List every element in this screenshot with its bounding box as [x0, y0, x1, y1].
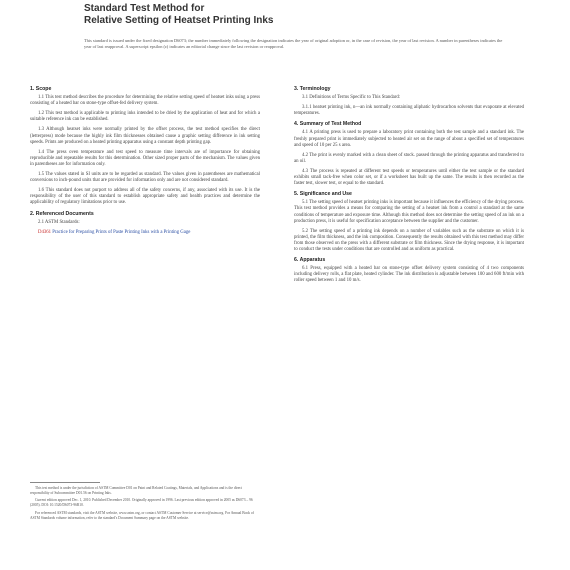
left-column: [30, 82, 260, 240]
paragraph-4-2: 4.2 The print is evenly marked with a clean sheet of stock. passed through the printing apparatus and transferred to an oil.: [294, 152, 524, 164]
footnote-2: Current edition approved Dec. 1, 2010. Published December 2010. Originally approved in 1996. Last previous edition approved in 2005 as D6073 – 96 (2005). DOI: 10.1520/D6073-96R10.: [30, 498, 253, 508]
paragraph-1-5: 1.5 The values stated in SI units are to be regarded as standard. The values given in parentheses are mathematical conversions to inch-pound units that are provided for information only and are not considered standard.: [30, 172, 260, 184]
paragraph-5-1: 5.1 The setting speed of heatset printing inks is important because it influences the efficiency of the drying process. This test method provides a means for comparing the setting of a heatset ink from a control a standard at the same conditions of temperature and exposure time. Although this method does not determine the setting speed of an ink on a production press, it is useful for specification acceptance between the supplier and the customer.: [294, 200, 524, 224]
title-line-1: Standard Test Method for: [84, 3, 205, 14]
section-heading-scope: 1. Scope: [30, 86, 52, 92]
paragraph-3-1-1: 3.1.1 heatset printing ink, n—an ink normally containing aliphatic hydrocarbon solvents that evaporate at elevated temperatures.: [294, 105, 524, 117]
section-heading-apparatus: 6. Apparatus: [294, 257, 326, 264]
paragraph-2-1: 2.1 ASTM Standards:: [38, 219, 80, 225]
right-column: [294, 82, 524, 288]
footnote-divider: [30, 482, 100, 483]
paragraph-4-1: 4.1 A printing press is used to prepare a laboratory print containing both the test sample and a standard ink. The freshly prepared print is immediately subjected to heated air set on the range of about a specified set of temperatures and speed of 10 per 25 s area.: [294, 130, 524, 148]
paragraph-1-6: 1.6 This standard does not purport to address all of the safety concerns, if any, associated with its use. It is the responsibility of the user of this standard to establish appropriate safety and health practices and determine the applicability of regulatory limitations prior to use.: [30, 188, 260, 206]
paragraph-1-4: 1.4 The press oven temperature and test speed to measure time intervals are of importance for obtaining reproducible and repeatable results for this determination. Other sized proper parts of the mechanism. The values given in parentheses are for information only.: [30, 149, 260, 167]
paragraph-1-1: 1.1 This test method describes the procedure for determining the relative setting speed of heatset inks using a press consisting of a heated bar on stone-type offset-fed delivery system.: [30, 95, 260, 107]
footnotes: [30, 482, 260, 523]
footnote-1: This test method is under the jurisdiction of ASTM Committee D01 on Paint and Related Coatings, Materials, and Applications and is the direct responsibility of Subcommittee D01.56 on Printing Inks.: [30, 486, 243, 495]
paragraph-3-1: 3.1 Definitions of Terms Specific to This Standard:: [302, 95, 401, 101]
paragraph-6-1: 6.1 Press, equipped with a heated bar on stone-type offset delivery system consisting of 4 two components including delivery rolls, a flat plate, heated cylinder. The ink distribution is adjustable between 100 and 600 ft/min with roller speed between 1 and 10 m/s.: [294, 266, 524, 284]
paragraph-5-2: 5.2 The setting speed of a printing ink depends on a number of variables such as the substrate on which it is printed, the film thickness, and the ink composition. Consequently the results obtained with this test method may differ from those observed on the press with a different substrate or film thickness. Since the drying response, it is important to conduct the tests under conditions that are controlled and as uniform as practical.: [294, 228, 524, 252]
reference-designation: D4361: [38, 229, 52, 235]
section-heading-terminology: 3. Terminology: [294, 86, 331, 92]
paragraph-1-3: 1.3 Although heatset inks were normally printed by the offset process, the test method specifies the direct (letterpress) mode because the highly ink film thicknesses obtained cause a graphic setting difference in ink setting speeds. Prints are produced on a heated printing apparatus using a constant depth printing gap.: [30, 127, 260, 145]
title-line-2: Relative Setting of Heatset Printing Inks: [84, 15, 274, 26]
reference-entry: [30, 230, 260, 236]
reference-link[interactable]: Practice for Preparing Prints of Paste Printing Inks with a Printing Gage: [52, 229, 191, 235]
footnote-3: For referenced ASTM standards, visit the ASTM website, www.astm.org, or contact ASTM Customer Service at service@astm.org. For Annual Book of ASTM Standards volume information, refer to the standard's Document Summary page on the ASTM website.: [30, 510, 254, 520]
paragraph-1-2: 1.2 This test method is applicable to printing inks intended to be dried by the application of heat and for which a suitable reference ink can be established.: [30, 111, 260, 123]
paragraph-4-3: 4.3 The process is repeated at different test speeds or temperatures until either the test sample or the standard exhibits small tack-free when color set, or if a worksheet has built up the same. The results is then recorded as the faster test, slower test, or equal to the standard.: [294, 168, 524, 187]
title-block: [84, 3, 504, 27]
section-heading-significance: 5. Significance and Use: [294, 191, 352, 198]
section-heading-referenced-documents: 2. Referenced Documents: [30, 210, 94, 217]
section-heading-summary: 4. Summary of Test Method: [294, 121, 362, 128]
abstract: This standard is issued under the fixed designation D6073; the number immediately following the designation indicates the year of original adoption or, in the case of revision, the year of last revision. A number in parentheses indicates the year of last reapproval. A superscript epsilon (ε) indicates an editorial change since the last revision or reapproval.: [84, 38, 503, 49]
